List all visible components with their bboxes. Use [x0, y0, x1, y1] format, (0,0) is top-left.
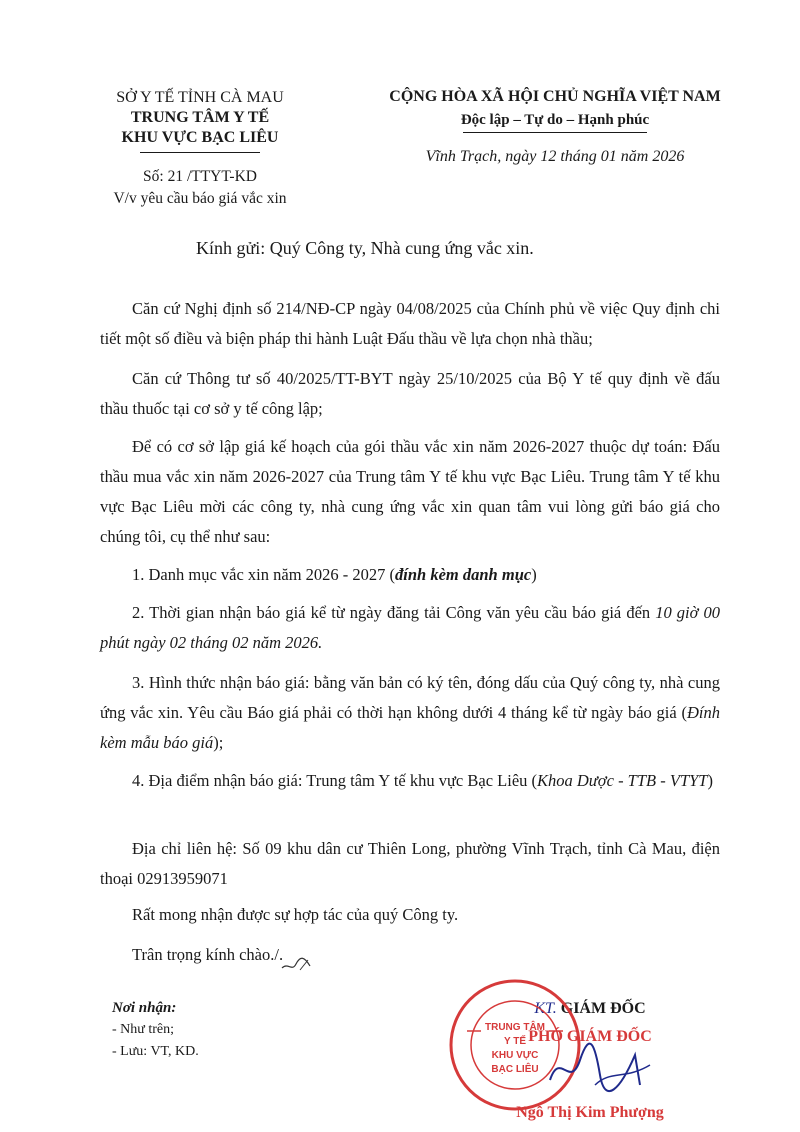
basis-decree-paragraph: Căn cứ Nghị định số 214/NĐ-CP ngày 04/08/2025 của Chính phủ về việc Quy định chi tiết một số điều và biện pháp thi hành Luật Đấu thầu về lựa chọn nhà thầu;: [100, 299, 720, 348]
motto: Độc lập – Tự do – Hạnh phúc: [460, 112, 650, 128]
motto-rule: [463, 132, 647, 133]
nation-title: CỘNG HÒA XÃ HỘI CHỦ NGHĨA VIỆT NAM: [389, 88, 721, 105]
doc-subject: V/v yêu cầu báo giá vắc xin: [113, 190, 287, 207]
item-3-text: 3. Hình thức nhận báo giá: bằng văn bản có ký tên, đóng dấu của Quý công ty, nhà cung ứng vắc xin. Yêu cầu Báo giá phải có thời hạn không dưới 4 tháng kể từ ngày báo giá (: [100, 673, 720, 722]
item-4: [100, 766, 720, 796]
initial-mark-icon: [280, 952, 314, 974]
item-1-italic: đính kèm danh mục: [395, 565, 532, 584]
recipient-line: Kính gửi: Quý Công ty, Nhà cung ứng vắc xin.: [196, 238, 534, 258]
header-left: [70, 88, 330, 148]
seal-line-1: TRUNG TÂM: [485, 1022, 545, 1033]
seal-line-3: KHU VỰC: [491, 1050, 539, 1061]
seal-line-2: Y TẾ: [503, 1036, 527, 1047]
item-3-italic: Đính kèm mẫu báo giá: [100, 703, 720, 752]
signature-role-prefix: KT.: [534, 1000, 557, 1017]
center-name-line1: TRUNG TÂM Y TẾ: [130, 109, 270, 126]
date-line: Vĩnh Trạch, ngày 12 tháng 01 năm 2026: [425, 148, 685, 165]
item-3-end: );: [213, 733, 224, 752]
item-3: [100, 668, 720, 758]
item-2: [100, 598, 720, 658]
handwritten-signature-icon: [540, 1040, 660, 1100]
item-4-text: 4. Địa điểm nhận báo giá: Trung tâm Y tế khu vực Bạc Liêu (: [132, 771, 538, 790]
item-1: [100, 560, 720, 590]
doc-number: Số: 21 /TTYT-KD: [143, 168, 257, 185]
item-4-italic: Khoa Dược - TTB - VTYT: [537, 771, 708, 790]
seal-line-4: BẠC LIÊU: [491, 1064, 539, 1075]
contact-paragraph: Địa chỉ liên hệ: Số 09 khu dân cư Thiên Long, phường Vĩnh Trạch, tỉnh Cà Mau, điện thoại 02913959071: [100, 839, 720, 888]
signature-deputy: PHÓ GIÁM ĐỐC: [528, 1028, 652, 1045]
item-2-italic: 10 giờ 00 phút ngày 02 tháng 02 năm 2026.: [100, 603, 720, 652]
item-1-end: ): [531, 565, 537, 584]
left-header-rule: [140, 152, 260, 153]
regards-line: Trân trọng kính chào./.: [132, 945, 284, 964]
cooperation-line: Rất mong nhận được sự hợp tác của quý Công ty.: [132, 905, 459, 924]
item-2-text: 2. Thời gian nhận báo giá kể từ ngày đăng tải Công văn yêu cầu báo giá đến: [132, 603, 656, 622]
receiver-item-2: - Lưu: VT, KD.: [112, 1044, 199, 1059]
receiver-item-1: - Như trên;: [112, 1022, 175, 1037]
signer-name: Ngô Thị Kim Phượng: [516, 1104, 664, 1121]
signature-role-title: GIÁM ĐỐC: [560, 1000, 646, 1017]
item-4-end: ): [707, 771, 713, 790]
receivers-title: Nơi nhận:: [112, 1000, 177, 1016]
department-name: SỞ Y TẾ TỈNH CÀ MAU: [116, 89, 284, 106]
purpose-paragraph: Để có cơ sở lập giá kế hoạch của gói thầu vắc xin năm 2026-2027 thuộc dự toán: Đấu thầu mua vắc xin năm 2026-2027 của Trung tâm Y tế khu vực Bạc Liêu. Trung tâm Y tế khu vực Bạc Liêu mời các công ty, nhà cung ứng vắc xin quan tâm vui lòng gửi báo giá cho chúng tôi, cụ thể như sau:: [100, 437, 720, 546]
item-1-text: 1. Danh mục vắc xin năm 2026 - 2027 (: [132, 565, 396, 584]
center-name-line2: KHU VỰC BẠC LIÊU: [121, 129, 279, 146]
basis-circular-paragraph: Căn cứ Thông tư số 40/2025/TT-BYT ngày 25/10/2025 của Bộ Y tế quy định về đấu thầu thuốc tại cơ sở y tế công lập;: [100, 369, 720, 418]
